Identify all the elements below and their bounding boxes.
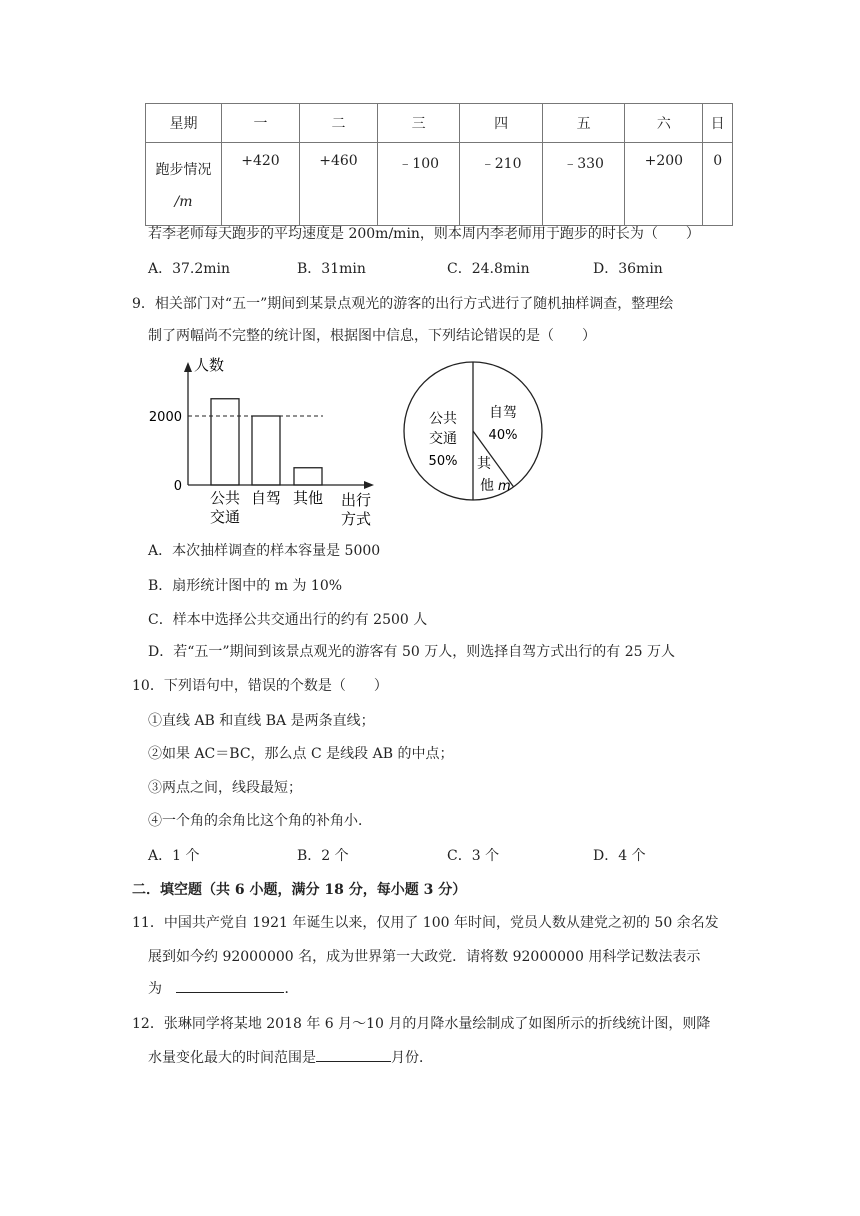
row-label-line2: /m [174,194,193,210]
table-header-cell: 二 [299,104,377,143]
q9-line1: 9．相关部门对“五一”期间到某景点观光的游客的出行方式进行了随机抽样调查，整理绘 [132,296,674,312]
row-label-line1: 跑步情况 [155,162,212,178]
q9-option-b: B．扇形统计图中的 m 为 10% [148,578,343,594]
q11-line3 [148,978,298,998]
pie-slice-label: 交通 [429,431,457,447]
q10-item-3: ③两点之间，线段最短； [148,780,302,796]
table-cell: +460 [299,143,377,226]
pie-slice-value: m [498,479,511,494]
pie-slice-value: 50% [428,454,458,469]
running-table [145,103,733,226]
q10-stem: 10．下列语句中，错误的个数是（ ） [132,678,388,694]
table-row [146,143,733,226]
y-axis-label: 人数 [194,356,225,374]
q11-line3-suffix: ． [284,981,299,997]
bar [211,399,239,485]
x-tick-label: 公共 [209,489,241,507]
table-cell: 0 [703,143,733,226]
y-axis-arrow [184,362,192,372]
q10-item-2: ②如果 AC＝BC，那么点 C 是线段 AB 的中点； [148,746,454,762]
table-header-row [146,104,733,143]
answer-blank[interactable] [316,1047,391,1062]
x-tick-label: 交通 [209,508,241,526]
q12-line2-prefix: 水量变化最大的时间范围是 [148,1050,316,1066]
table-header-cell: 四 [460,104,542,143]
y-tick-label: 2000 [148,410,182,425]
q11-line1: 11．中国共产党自 1921 年诞生以来，仅用了 100 年时间，党员人数从建党之初的 50 余名发 [132,915,719,931]
table-header-cell: 三 [377,104,459,143]
q10-option-c: C．3 个 [447,848,500,864]
table-header-cell: 一 [222,104,300,143]
x-axis-arrow [364,481,374,489]
pie-slice-label: 他 [480,478,494,494]
pie-slice-label: 自驾 [489,405,517,421]
answer-blank[interactable] [176,978,284,993]
q11-line3-prefix: 为 [148,981,162,997]
table-header-cell: 星期 [146,104,222,143]
q10-item-4: ④一个角的余角比这个角的补角小． [148,813,372,829]
q8-option-c: C．24.8min [447,261,530,277]
pie-slice-label: 其 [477,456,491,472]
q10-option-a: A．1 个 [148,848,200,864]
table-cell: ﹣100 [377,143,459,226]
q10-option-d: D．4 个 [593,848,646,864]
q12-line1: 12．张琳同学将某地 2018 年 6 月～10 月的月降水量绘制成了如图所示的折线统计图，则降 [132,1016,711,1032]
q9-option-a: A．本次抽样调查的样本容量是 5000 [148,543,381,559]
row-label-cell [146,143,222,226]
x-axis-label: 出行 [340,491,372,509]
q9-option-c: C．样本中选择公共交通出行的约有 2500 人 [148,612,428,628]
q12-line2 [148,1047,433,1067]
q10-item-1: ①直线 AB 和直线 BA 是两条直线； [148,713,375,729]
bar-chart [148,348,388,530]
bar [294,468,322,485]
q10-option-b: B．2 个 [297,848,349,864]
q11-line2: 展到如今约 92000000 名，成为世界第一大政党．请将数 92000000 用科学记数法表示 [148,949,701,965]
table-cell: +420 [222,143,300,226]
table-header-cell: 五 [542,104,624,143]
q8-stem: 若李老师每天跑步的平均速度是 200m/min，则本周内李老师用于跑步的时长为（ ） [148,226,700,242]
table-cell: +200 [625,143,703,226]
pie-slice-value: 40% [488,428,518,443]
section-heading: 二．填空题（共 6 小题，满分 18 分，每小题 3 分） [132,882,467,898]
q8-option-a: A．37.2min [148,261,231,277]
q12-line2-suffix: 月份． [391,1050,433,1066]
q8-option-b: B．31min [297,261,366,277]
q9-line2: 制了两幅尚不完整的统计图，根据图中信息，下列结论错误的是（ ） [148,328,596,344]
table-header-cell: 六 [625,104,703,143]
table-cell: ﹣330 [542,143,624,226]
x-tick-label: 自驾 [250,489,282,507]
x-axis-label: 方式 [340,510,372,528]
pie-slice-label: 公共 [429,411,457,427]
x-tick-label: 其他 [292,489,324,507]
bar [252,416,280,485]
table-header-cell: 日 [703,104,733,143]
pie-chart [400,348,550,530]
q9-option-d: D．若“五一”期间到该景点观光的游客有 50 万人，则选择自驾方式出行的有 25 万人 [148,644,675,660]
table-cell: ﹣210 [460,143,542,226]
q8-option-d: D．36min [593,261,663,277]
y-tick-label: 0 [173,479,182,494]
